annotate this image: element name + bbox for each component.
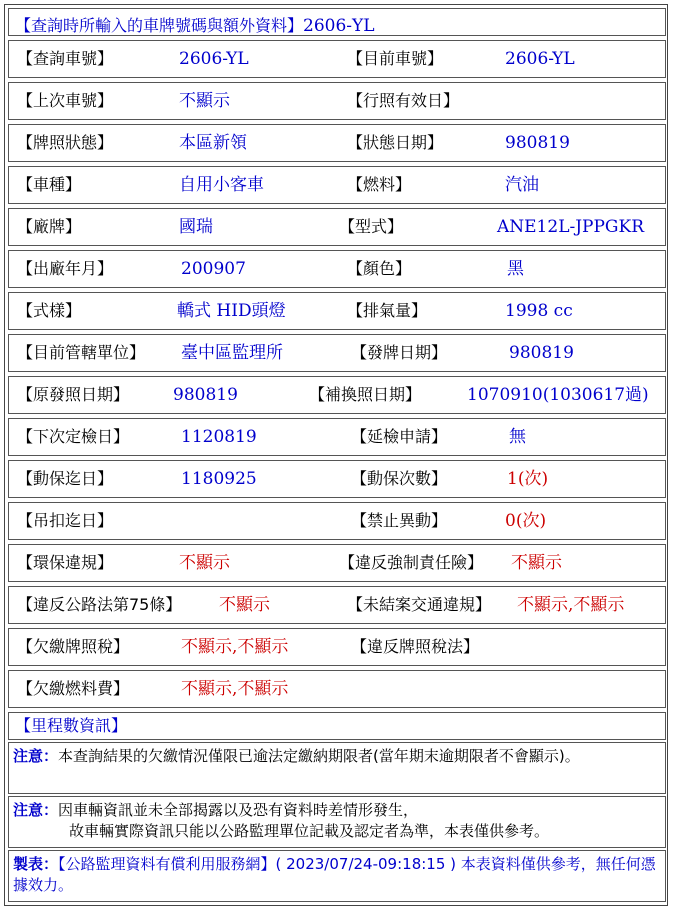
field-label: 【廠牌】 bbox=[17, 217, 82, 236]
field-value: 不顯示,不顯示 bbox=[181, 637, 289, 657]
field-value: 臺中區監理所 bbox=[181, 343, 283, 363]
field-label: 【車種】 bbox=[17, 175, 82, 194]
field-label: 【出廠年月】 bbox=[17, 259, 114, 278]
query-header-row bbox=[8, 8, 666, 36]
note-row-1 bbox=[8, 742, 666, 794]
mileage-title: 【里程數資訊】 bbox=[15, 716, 128, 735]
note-1 bbox=[13, 746, 661, 767]
table-row bbox=[8, 40, 666, 78]
table-row bbox=[8, 334, 666, 372]
note-2-line-2: 故車輛實際資訊只能以公路監理單位記載及認定者為準，本表僅供參考。 bbox=[69, 822, 550, 840]
field-value: 黑 bbox=[507, 259, 524, 279]
field-label: 【原發照日期】 bbox=[17, 385, 130, 404]
table-row bbox=[8, 628, 666, 666]
field-value: 不顯示,不顯示 bbox=[181, 679, 289, 699]
note-2-line-1: 因車輛資訊並未全部揭露以及恐有資料時差情形發生， bbox=[58, 801, 419, 819]
field-value: 轎式 HID頭燈 bbox=[177, 301, 286, 321]
field-label: 【式樣】 bbox=[17, 301, 82, 320]
field-label: 【欠繳燃料費】 bbox=[17, 679, 130, 698]
field-label: 【環保違規】 bbox=[17, 553, 114, 572]
field-label: 【動保迄日】 bbox=[17, 469, 114, 488]
field-value: 980819 bbox=[509, 343, 574, 363]
field-value: 不顯示 bbox=[219, 595, 270, 615]
table-row bbox=[8, 124, 666, 162]
field-label: 【顏色】 bbox=[347, 259, 412, 278]
field-label: 【燃料】 bbox=[347, 175, 412, 194]
note-row-2 bbox=[8, 796, 666, 848]
field-value: 自用小客車 bbox=[179, 175, 264, 195]
made-by bbox=[13, 854, 661, 896]
table-row bbox=[8, 670, 666, 708]
field-label: 【發牌日期】 bbox=[351, 343, 448, 362]
query-header-title: 【查詢時所輸入的車牌號碼與額外資料】 bbox=[15, 16, 304, 35]
table-row bbox=[8, 586, 666, 624]
field-value: 0(次) bbox=[505, 511, 547, 531]
field-label: 【補換照日期】 bbox=[309, 385, 422, 404]
field-label: 【目前車號】 bbox=[347, 49, 444, 68]
field-value: 2606-YL bbox=[505, 49, 575, 69]
field-value: 980819 bbox=[505, 133, 570, 153]
field-value: 無 bbox=[509, 427, 526, 447]
note-2-label: 注意： bbox=[13, 801, 59, 819]
field-value: ANE12L-JPPGKR bbox=[497, 217, 644, 237]
field-value: 1180925 bbox=[181, 469, 257, 489]
field-value: 本區新領 bbox=[179, 133, 247, 153]
field-label: 【違反強制責任險】 bbox=[339, 553, 484, 572]
made-by-text: 【公路監理資料有償利用服務網】( 2023/07/24-09:18:15 ) 本表資料僅供參考，無任何憑據效力。 bbox=[13, 855, 656, 894]
query-header bbox=[15, 13, 375, 36]
field-value: 2606-YL bbox=[179, 49, 249, 69]
field-label: 【禁止異動】 bbox=[351, 511, 448, 530]
field-value: 1(次) bbox=[507, 469, 549, 489]
field-label: 【狀態日期】 bbox=[347, 133, 444, 152]
query-header-plate: 2606-YL bbox=[303, 16, 375, 36]
table-row bbox=[8, 544, 666, 582]
note-1-label: 注意： bbox=[13, 747, 59, 765]
table-row bbox=[8, 82, 666, 120]
field-value: 980819 bbox=[173, 385, 238, 405]
table-row bbox=[8, 460, 666, 498]
note-2 bbox=[13, 800, 661, 842]
field-label: 【動保次數】 bbox=[351, 469, 448, 488]
made-by-row bbox=[8, 850, 666, 902]
table-row bbox=[8, 208, 666, 246]
field-value: 1070910(1030617過) bbox=[467, 385, 649, 405]
field-label: 【排氣量】 bbox=[347, 301, 428, 320]
table-row bbox=[8, 292, 666, 330]
field-label: 【上次車號】 bbox=[17, 91, 114, 110]
field-label: 【未結案交通違規】 bbox=[347, 595, 492, 614]
table-row bbox=[8, 418, 666, 456]
table-row bbox=[8, 502, 666, 540]
note-1-text: 本查詢結果的欠繳情況僅限已逾法定繳納期限者(當年期末逾期限者不會顯示)。 bbox=[58, 747, 580, 765]
made-by-label: 製表： bbox=[13, 855, 59, 873]
field-value: 不顯示 bbox=[179, 553, 230, 573]
table-row bbox=[8, 376, 666, 414]
field-value: 汽油 bbox=[505, 175, 539, 195]
field-label: 【牌照狀態】 bbox=[17, 133, 114, 152]
field-label: 【目前管轄單位】 bbox=[17, 343, 146, 362]
field-label: 【型式】 bbox=[339, 217, 404, 236]
field-value: 不顯示,不顯示 bbox=[517, 595, 625, 615]
field-label: 【吊扣迄日】 bbox=[17, 511, 114, 530]
field-label: 【違反牌照稅法】 bbox=[351, 637, 480, 656]
field-label: 【查詢車號】 bbox=[17, 49, 114, 68]
field-label: 【行照有效日】 bbox=[347, 91, 460, 110]
field-label: 【違反公路法第75條】 bbox=[17, 595, 182, 614]
mileage-row bbox=[8, 712, 666, 740]
field-value: 200907 bbox=[181, 259, 246, 279]
field-value: 1998 cc bbox=[505, 301, 573, 321]
field-label: 【下次定檢日】 bbox=[17, 427, 130, 446]
field-value: 不顯示 bbox=[511, 553, 562, 573]
field-value: 不顯示 bbox=[179, 91, 230, 111]
table-row bbox=[8, 250, 666, 288]
field-value: 國瑞 bbox=[179, 217, 213, 237]
field-value: 1120819 bbox=[181, 427, 257, 447]
table-row bbox=[8, 166, 666, 204]
field-label: 【延檢申請】 bbox=[351, 427, 448, 446]
field-label: 【欠繳牌照稅】 bbox=[17, 637, 130, 656]
